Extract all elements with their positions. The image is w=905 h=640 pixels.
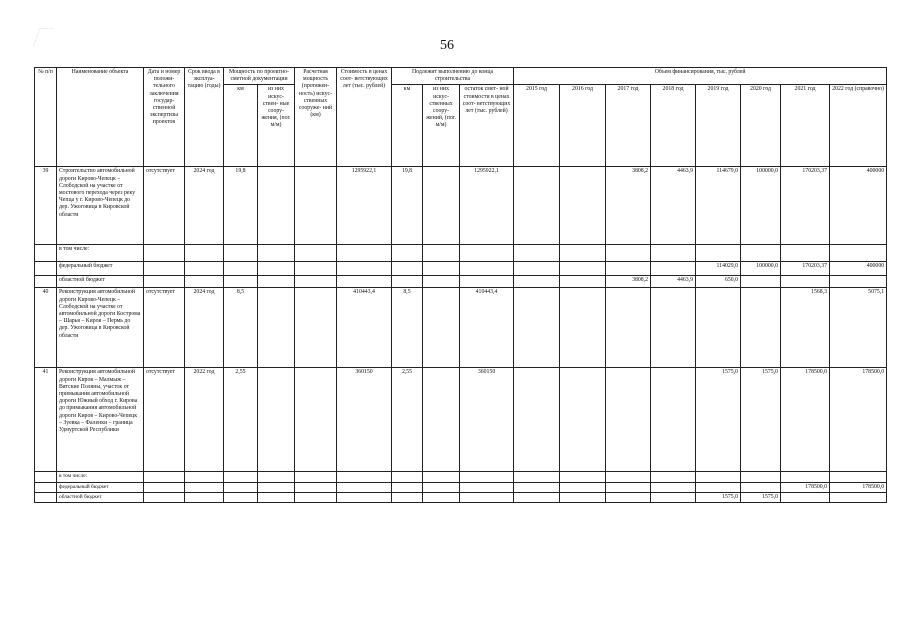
header-funding: Объем финансирования, тыс. рублей xyxy=(514,68,887,85)
row-y2015 xyxy=(514,482,560,492)
row-calc xyxy=(295,167,337,245)
row-y2015 xyxy=(514,276,560,288)
row-y2018 xyxy=(651,482,696,492)
row-rem-art xyxy=(423,288,460,368)
row-art xyxy=(258,368,295,472)
row-y2022: 5075,1 xyxy=(830,288,887,368)
row-km: 8,5 xyxy=(224,288,258,368)
header-year-2021: 2021 год xyxy=(781,85,830,167)
scan-mark xyxy=(33,28,55,47)
header-year-2015: 2015 год xyxy=(514,85,560,167)
row-y2015 xyxy=(514,492,560,502)
header-year-2022: 2022 год (справочно) xyxy=(830,85,887,167)
header-rem-cost: остаток смет- ной стоимости в ценах соот- ветствующих лет (тыс. рублей) xyxy=(460,85,514,167)
header-year-2019: 2019 год xyxy=(696,85,741,167)
row-km: 19,8 xyxy=(224,167,258,245)
financing-table xyxy=(34,67,887,503)
row-y2015 xyxy=(514,167,560,245)
row-cost: 1295922,1 xyxy=(337,167,392,245)
row-y2022: 178500,0 xyxy=(830,368,887,472)
header-remaining: Подлежит выполнению до конца строительства xyxy=(392,68,514,85)
row-cost: 360150 xyxy=(337,368,392,472)
row-rem-cost: 360150 xyxy=(460,368,514,472)
page-number: 56 xyxy=(440,38,454,53)
table-header-row xyxy=(35,68,887,85)
row-art xyxy=(258,288,295,368)
row-no: 40 xyxy=(35,288,57,368)
row-y2016 xyxy=(560,167,606,245)
row-cost: 410443,4 xyxy=(337,288,392,368)
header-year-2017: 2017 год xyxy=(606,85,651,167)
table-row xyxy=(35,167,887,245)
row-y2021: 170203,37 xyxy=(781,262,830,276)
row-name: Реконструкция автомобильной дороги Кирово-Чепецк – Слободской на участке от автомобильной дороги Кострома – Шарья – Киров – Пермь до дер. Ужоговица в Кировской области xyxy=(57,288,144,368)
row-term: 2024 год xyxy=(185,167,224,245)
row-rem-art xyxy=(423,167,460,245)
row-y2016 xyxy=(560,492,606,502)
row-y2020 xyxy=(741,276,781,288)
row-calc xyxy=(295,368,337,472)
row-name: Реконструкция автомобильной дороги Киров – Малмыж – Вятские Поляны, участок от примыкания автомобильной дороги Южный обход г. Кирова до примыкания автомобильной дороги Киров – Кирово-Чепецк – Зуевка – Фаленки – граница Удмуртской Республики xyxy=(57,368,144,472)
row-y2018 xyxy=(651,368,696,472)
row-y2017 xyxy=(606,368,651,472)
header-rem-km: км xyxy=(392,85,423,167)
row-calc xyxy=(295,288,337,368)
row-rem-art xyxy=(423,368,460,472)
row-y2018 xyxy=(651,262,696,276)
row-y2021: 1568,3 xyxy=(781,288,830,368)
row-y2016 xyxy=(560,262,606,276)
row-y2017: 3808,2 xyxy=(606,276,651,288)
row-y2022: 178500,0 xyxy=(830,482,887,492)
header-power-art: из них искус- ствен- ные соору- жения, (пог. м/м) xyxy=(258,85,295,167)
row-rem-km: 2,55 xyxy=(392,368,423,472)
header-rem-art: из них искус- ственных соору- жений, (пог. м/м) xyxy=(423,85,460,167)
row-term: 2024 год xyxy=(185,288,224,368)
header-date: Дата и номер положи- тельного заключения государ- ственной экспертизы проектов xyxy=(144,68,185,167)
row-y2021 xyxy=(781,492,830,502)
row-y2018: 4463,9 xyxy=(651,276,696,288)
row-rem-km: 8,5 xyxy=(392,288,423,368)
row-name: в том числе: xyxy=(57,472,144,482)
header-term: Срок ввода в эксплуа- тацию (годы) xyxy=(185,68,224,167)
row-y2020 xyxy=(741,482,781,492)
row-y2021: 178500,0 xyxy=(781,482,830,492)
row-y2018 xyxy=(651,288,696,368)
row-y2018: 4463,9 xyxy=(651,167,696,245)
row-y2015 xyxy=(514,288,560,368)
row-y2022: 400000 xyxy=(830,262,887,276)
row-y2019: 114029,0 xyxy=(696,262,741,276)
row-term: 2022 год xyxy=(185,368,224,472)
row-y2022 xyxy=(830,492,887,502)
row-name: Строительство автомобильной дороги Кирово-Чепецк – Слободской на участке от мостового перехода через реку Чепца у г. Кирово-Чепецк до дер. Ужоговица в Кировской области xyxy=(57,167,144,245)
row-y2021 xyxy=(781,276,830,288)
row-rem-km: 19,8 xyxy=(392,167,423,245)
header-name: Наименование объекта xyxy=(57,68,144,167)
header-year-2020: 2020 год xyxy=(741,85,781,167)
header-year-2016: 2016 год xyxy=(560,85,606,167)
row-name: федеральный бюджет xyxy=(57,482,144,492)
header-year-2018: 2018 год xyxy=(651,85,696,167)
row-y2022: 400000 xyxy=(830,167,887,245)
row-name: областной бюджет xyxy=(57,492,144,502)
table-row xyxy=(35,492,887,502)
row-y2021: 170203,37 xyxy=(781,167,830,245)
row-y2019: 114679,0 xyxy=(696,167,741,245)
row-y2020: 1575,0 xyxy=(741,492,781,502)
row-y2016 xyxy=(560,482,606,492)
row-y2019 xyxy=(696,288,741,368)
row-no: 41 xyxy=(35,368,57,472)
row-y2015 xyxy=(514,262,560,276)
row-y2020: 100000,0 xyxy=(741,262,781,276)
table-row xyxy=(35,472,887,482)
table-row xyxy=(35,276,887,288)
row-art xyxy=(258,167,295,245)
row-km: 2,55 xyxy=(224,368,258,472)
row-y2017 xyxy=(606,262,651,276)
row-y2016 xyxy=(560,288,606,368)
row-y2020: 1575,0 xyxy=(741,368,781,472)
row-y2017 xyxy=(606,288,651,368)
row-y2017: 3808,2 xyxy=(606,167,651,245)
row-date: отсутствует xyxy=(144,288,185,368)
row-y2017 xyxy=(606,492,651,502)
table-row xyxy=(35,245,887,262)
row-date: отсутствует xyxy=(144,368,185,472)
row-rem-cost: 1295922,1 xyxy=(460,167,514,245)
header-no: № п/п xyxy=(35,68,57,167)
row-name: федеральный бюджет xyxy=(57,262,144,276)
row-y2019: 1575,0 xyxy=(696,368,741,472)
row-y2021: 178500,0 xyxy=(781,368,830,472)
row-y2022 xyxy=(830,276,887,288)
row-name: областной бюджет xyxy=(57,276,144,288)
row-name: в том числе: xyxy=(57,245,144,262)
header-calc: Расчетная мощность (протяжен- ность) искус- ственных сооруже- ний (км) xyxy=(295,68,337,167)
table-row xyxy=(35,482,887,492)
row-y2016 xyxy=(560,276,606,288)
row-y2017 xyxy=(606,482,651,492)
row-rem-cost: 410443,4 xyxy=(460,288,514,368)
row-y2015 xyxy=(514,368,560,472)
row-y2018 xyxy=(651,492,696,502)
row-y2020: 100000,0 xyxy=(741,167,781,245)
table-row xyxy=(35,288,887,368)
row-y2019: 1575,0 xyxy=(696,492,741,502)
row-y2019: 650,0 xyxy=(696,276,741,288)
row-y2019 xyxy=(696,482,741,492)
row-date: отсутствует xyxy=(144,167,185,245)
header-cost: Стоимость в ценах соот- ветствующих лет (тыс. рублей) xyxy=(337,68,392,167)
row-y2016 xyxy=(560,368,606,472)
table-row xyxy=(35,368,887,472)
header-power: Мощность по проектно-сметной документации xyxy=(224,68,295,85)
row-y2020 xyxy=(741,288,781,368)
row-no: 39 xyxy=(35,167,57,245)
table-row xyxy=(35,262,887,276)
header-power-km: км xyxy=(224,85,258,167)
